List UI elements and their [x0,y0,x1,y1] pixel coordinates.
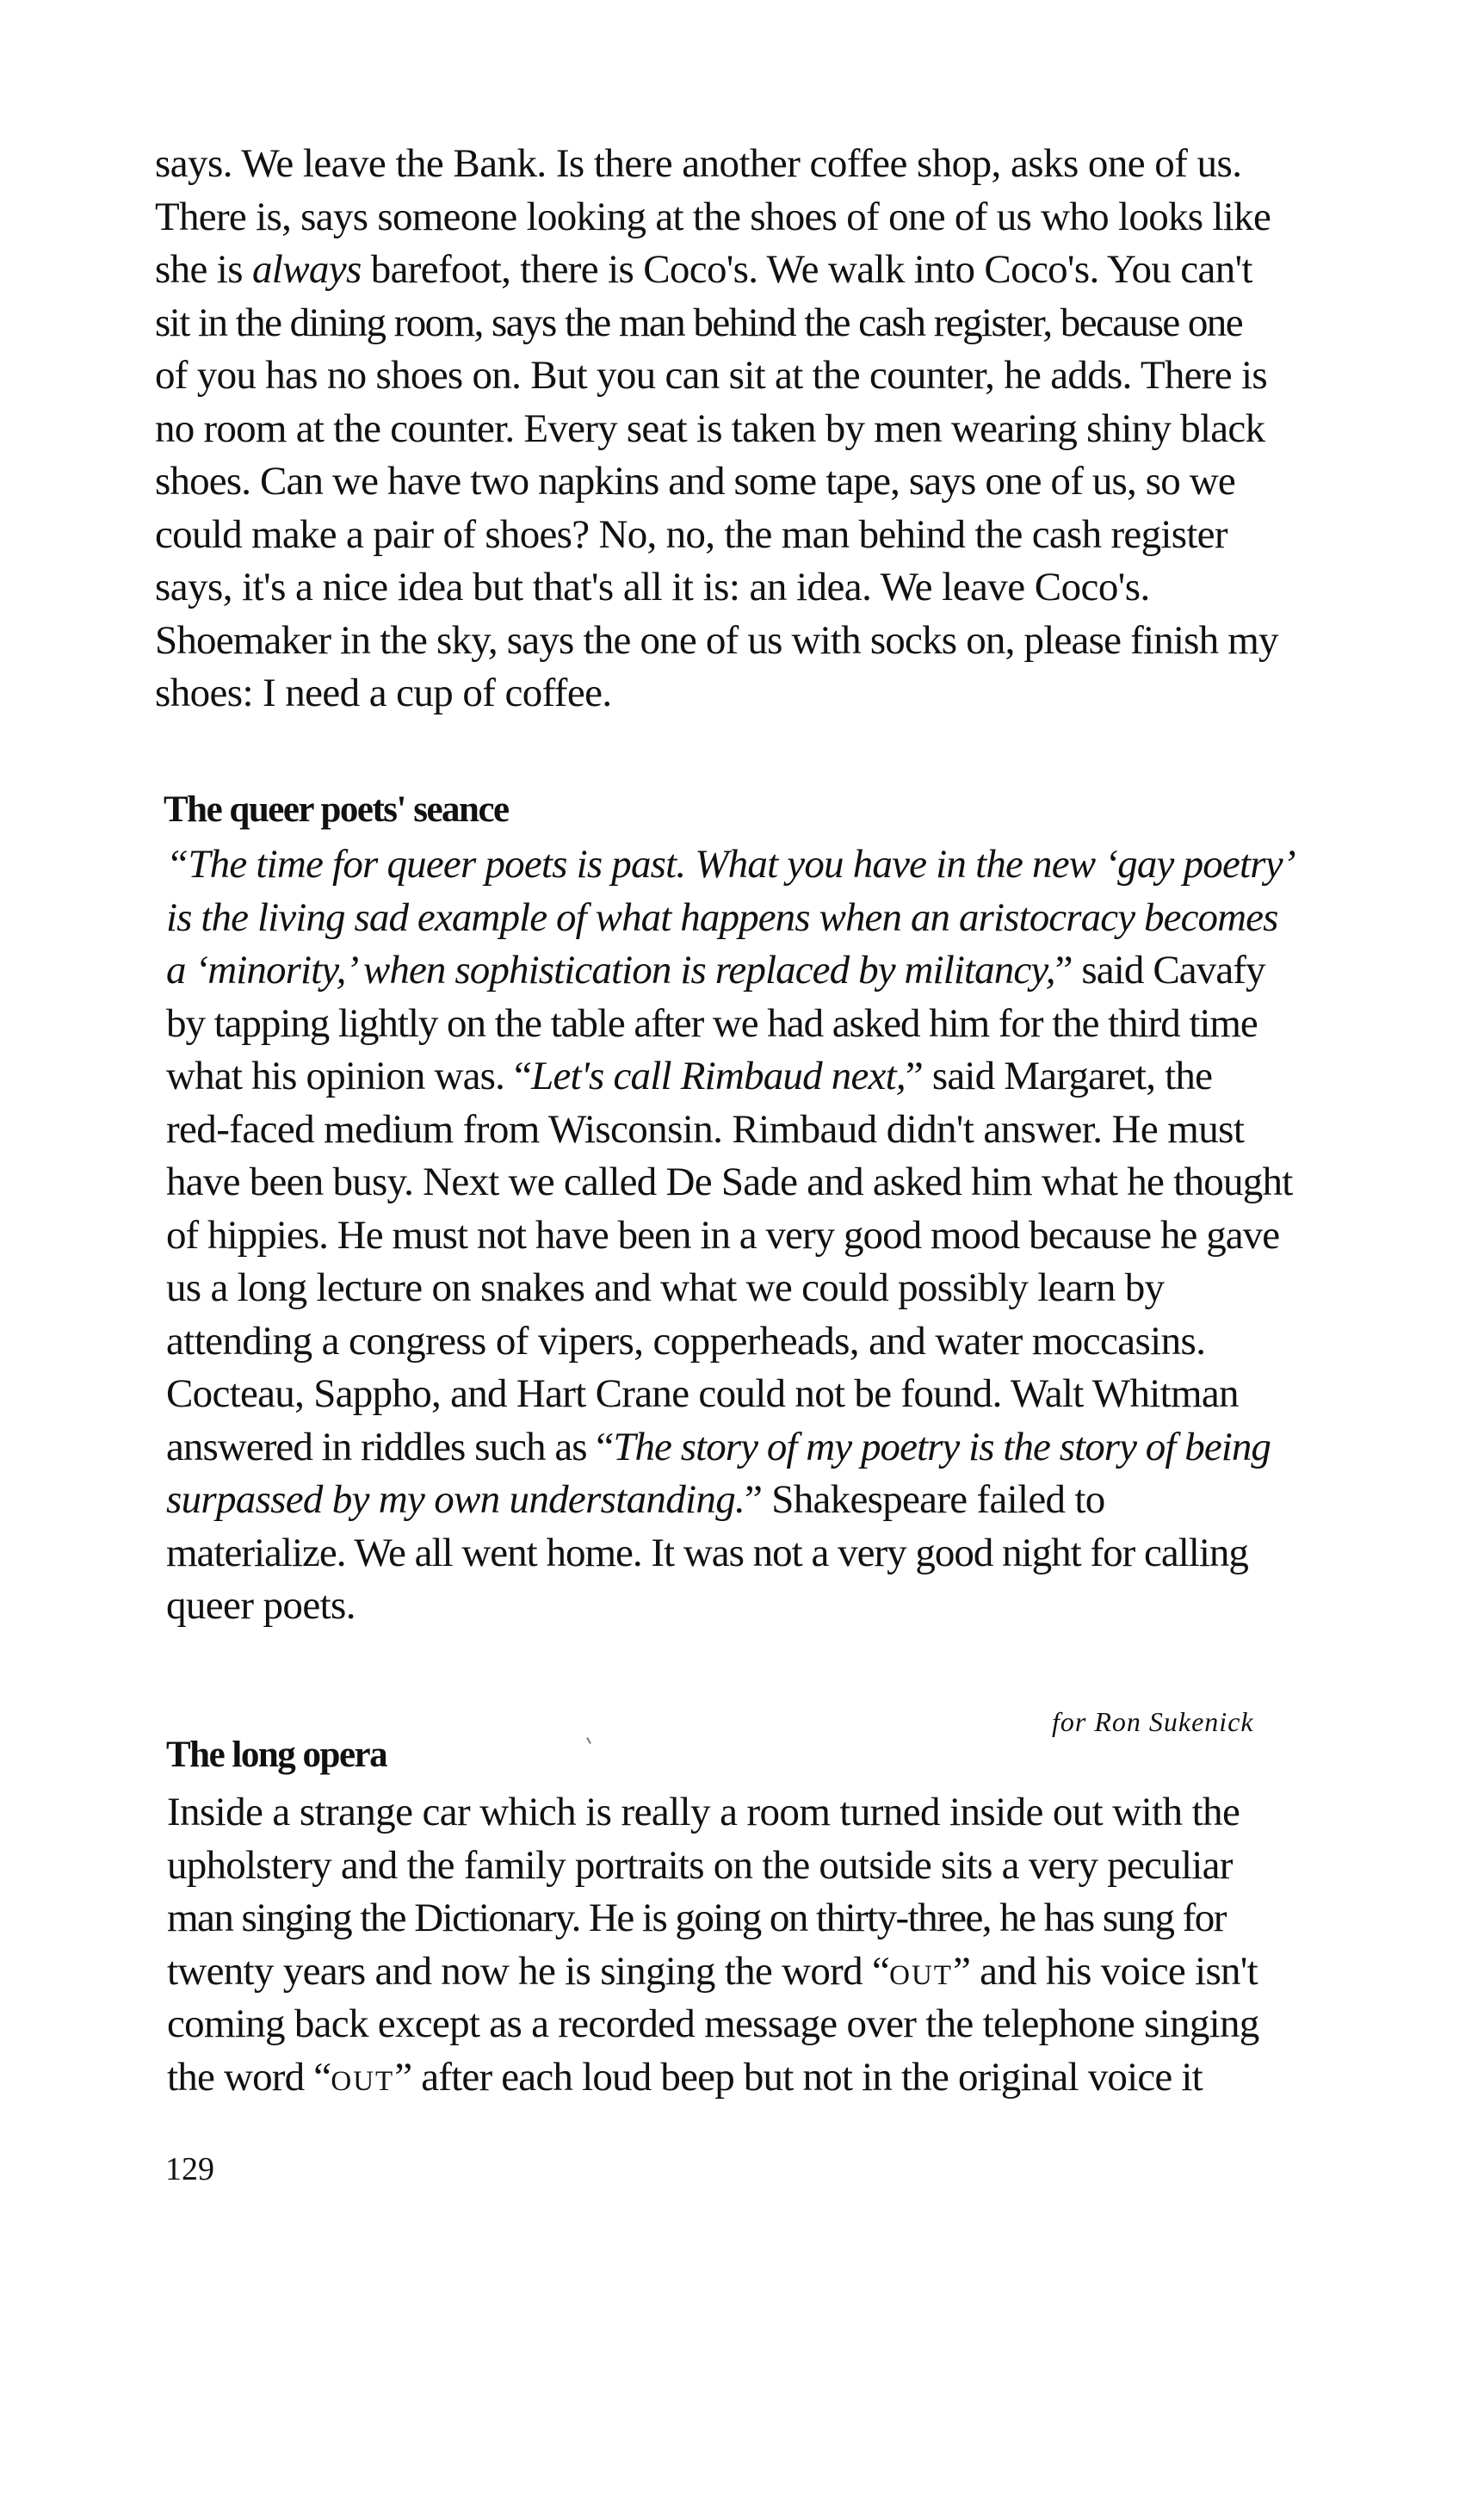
section-title-seance: The queer poets' seance [164,789,509,830]
text-fragment: ” Shakespeare failed to [745,1477,1105,1522]
text-line: attending a congress of vipers, copperheads, and water moccasins. [166,1318,1206,1364]
text-line: materialize. We all went home. It was not a very good night for calling [166,1530,1248,1575]
opening-passage [155,138,1360,721]
quote-fragment: surpassed by my own understanding. [166,1477,745,1522]
text-line: There is, says someone looking at the shoes of one of us who looks like [155,194,1271,239]
small-caps-word: out [331,2054,395,2100]
quote-fragment: The story of my poetry is the story of being [613,1424,1271,1469]
text-line: man singing the Dictionary. He is going on thirty-three, he has sung for [167,1896,1226,1940]
text-line: Cocteau, Sappho, and Hart Crane could not be found. Walt Whitman [166,1371,1239,1416]
text-line: is the living sad example of what happens when an aristocracy becomes [166,894,1278,940]
dedication: for Ron Sukenick [1052,1706,1254,1737]
text-line: have been busy. Next we called De Sade and asked him what he thought [166,1160,1293,1204]
text-line: Shoemaker in the sky, says the one of us with socks on, please finish my [155,617,1278,663]
stray-mark [586,1737,591,1744]
text-line: “The time for queer poets is past. What you have in the new ‘gay poetry’ [166,842,1295,887]
quote-fragment: Let's call Rimbaud next, [531,1054,906,1098]
text-line [166,1050,1371,1104]
text-line: us a long lecture on snakes and what we could possibly learn by [166,1265,1165,1310]
text-line: of hippies. He must not have been in a very good mood because he gave [166,1212,1280,1258]
text-line: sit in the dining room, says the man behind the cash register, because one [155,300,1243,345]
text-line: could make a pair of shoes? No, no, the man behind the cash register [155,511,1227,557]
text-fragment: twenty years and now he is singing the word “ [167,1948,890,1994]
small-caps-word: out [889,1948,953,1994]
text-line: by tapping lightly on the table after we had asked him for the third time [166,1000,1258,1046]
text-line: Inside a strange car which is really a room turned inside out with the [167,1790,1240,1834]
text-line [155,244,1360,297]
text-line: no room at the counter. Every seat is taken by men wearing shiny black [155,405,1265,451]
seance-passage [166,838,1371,1633]
text-line: coming back except as a recorded message over the telephone singing [167,2001,1259,2046]
text-line: shoes: I need a cup of coffee. [155,671,612,715]
text-line [167,2051,1372,2105]
text-line: says, it's a nice idea but that's all it is: an idea. We leave Coco's. [155,565,1150,609]
text-line: upholstery and the family portraits on the outside sits a very peculiar [167,1842,1233,1888]
text-line: red-faced medium from Wisconsin. Rimbaud didn't answer. He must [166,1106,1245,1152]
text-line [166,1421,1371,1475]
text-line: says. We leave the Bank. Is there another coffee shop, asks one of us. [155,141,1242,186]
text-line: queer poets. [166,1583,356,1628]
text-fragment: ” after each loud beep but not in the original voice it [394,2054,1203,2100]
section-title-opera: The long opera [166,1735,387,1775]
text-line [166,944,1371,998]
text-fragment: what his opinion was. “ [166,1054,532,1098]
opera-passage [167,1786,1372,2104]
text-line [166,1474,1371,1527]
text-fragment: the word “ [167,2054,331,2100]
text-fragment: ” said Margaret, the [905,1054,1213,1098]
emphasis-always: always [251,247,362,292]
text-fragment: she is [155,247,252,292]
page-number: 129 [165,2151,214,2187]
text-line: shoes. Can we have two napkins and some tape, says one of us, so we [155,459,1235,504]
text-fragment: answered in riddles such as “ [166,1424,614,1469]
quote-fragment: a ‘minority,’ when sophistication is replaced by militancy, [166,948,1055,993]
text-line [167,1945,1372,1999]
text-fragment: ” and his voice isn't [952,1948,1258,1994]
text-fragment: ” said Cavafy [1054,948,1265,993]
text-line: of you has no shoes on. But you can sit at the counter, he adds. There is [155,353,1267,398]
text-fragment: barefoot, there is Coco's. We walk into Coco's. You can't [361,247,1252,292]
